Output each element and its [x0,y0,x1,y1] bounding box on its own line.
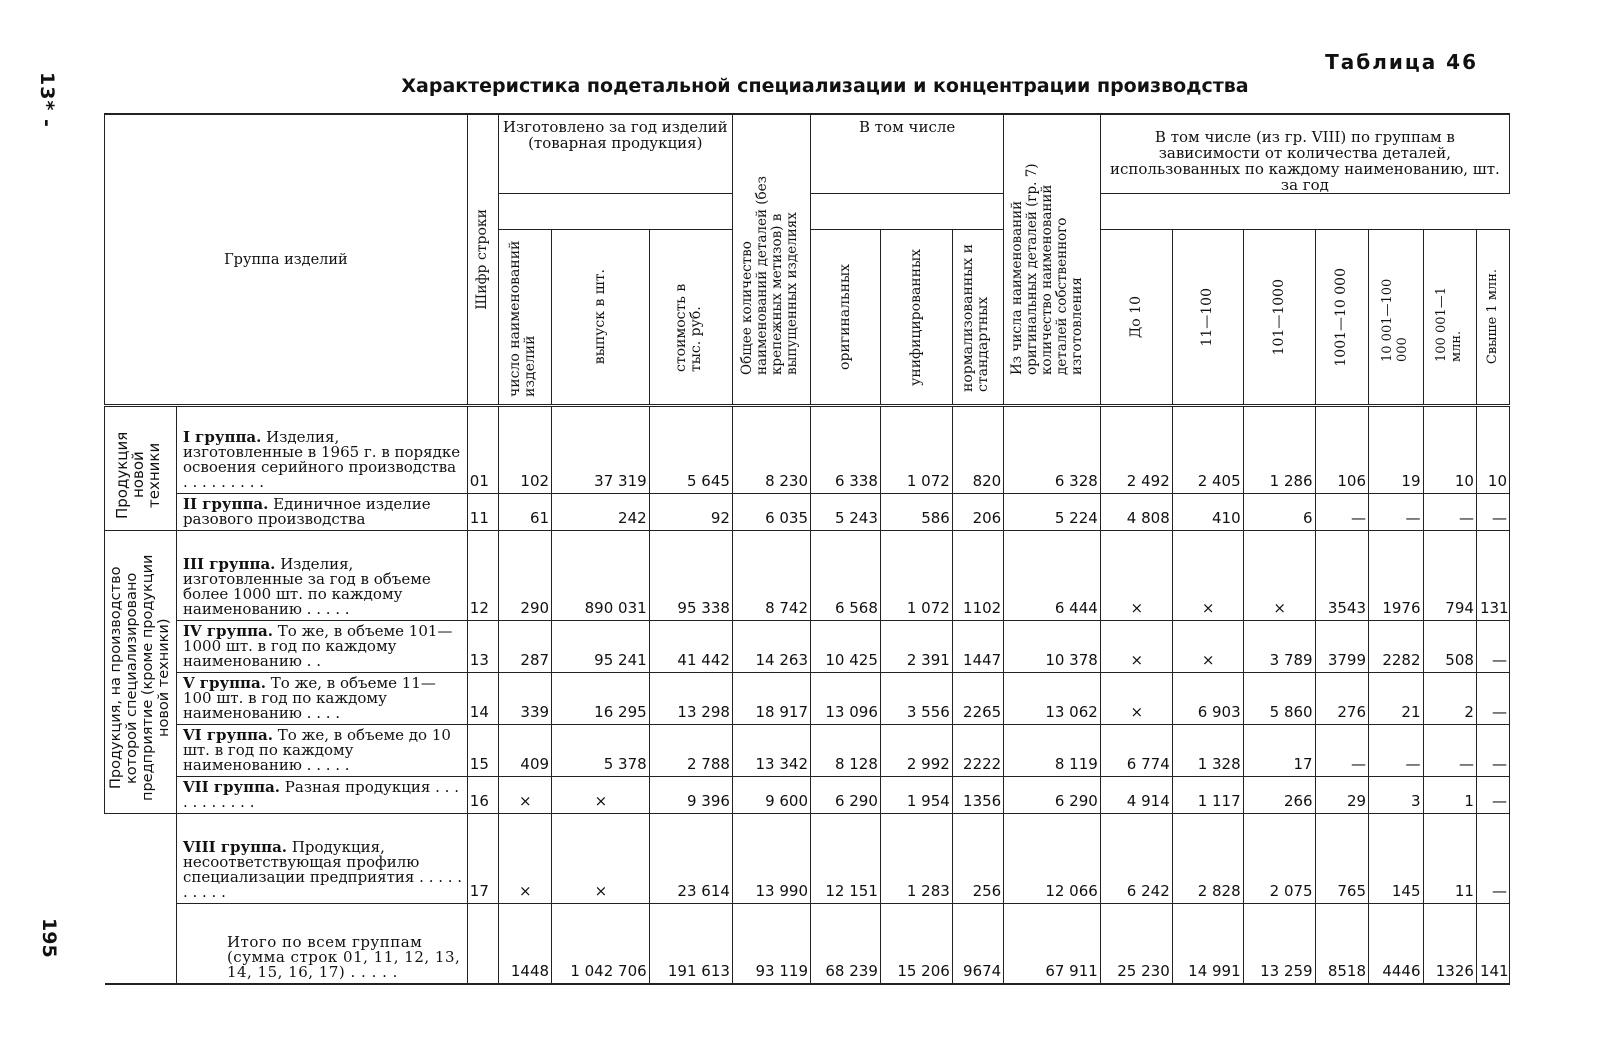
cell: 92 [649,494,732,531]
cell: 6 328 [1004,406,1101,494]
cell: 13 096 [811,673,881,725]
cell: 890 031 [552,531,650,621]
cell: × [498,814,551,904]
cell: 17 [1243,725,1315,777]
row-code: 11 [467,494,498,531]
cell: 3543 [1315,531,1368,621]
total-cell: 1 042 706 [552,904,650,984]
empty-cell [105,814,177,904]
cell: × [1100,621,1172,673]
cell: 18 917 [732,673,810,725]
cell: 6 338 [811,406,881,494]
cell: 794 [1423,531,1476,621]
header-total-parts: Общее количество наименований деталей (без крепежных метизов) в выпущенных изделиях [732,114,810,406]
cell: 8 119 [1004,725,1101,777]
cell: 276 [1315,673,1368,725]
cell: 2 828 [1172,814,1243,904]
total-cell: 1326 [1423,904,1476,984]
total-cell: 141 [1476,904,1509,984]
cell: 131 [1476,531,1509,621]
header-dist: В том числе (из гр. VIII) по группам в зависимости от количества деталей, использованных по каждому наименованию, шт. за год [1100,114,1509,194]
cell: — [1423,725,1476,777]
total-label: Итого по всем группам (сумма строк 01, 11, 12, 13, 14, 15, 16, 17) . . . . . [176,904,467,984]
cell: 5 860 [1243,673,1315,725]
cell: — [1476,777,1509,814]
cell: 586 [880,494,952,531]
row-code [467,904,498,984]
cell: — [1476,494,1509,531]
table-row [105,494,1510,531]
header-d3: 101—1000 [1243,230,1315,406]
cell: 4 914 [1100,777,1172,814]
cell: 14 263 [732,621,810,673]
cell: 13 062 [1004,673,1101,725]
cell: 6 774 [1100,725,1172,777]
row-code: 17 [467,814,498,904]
cell: 266 [1243,777,1315,814]
header-incl: В том числе [811,114,1004,194]
cell: 6 242 [1100,814,1172,904]
group-cell: II группа. Единичное изделие разового производства [176,494,467,531]
cell: 2282 [1369,621,1423,673]
cell: 3 556 [880,673,952,725]
table-title: Характеристика подетальной специализации и концентрации производства [401,75,1249,97]
total-cell: 8518 [1315,904,1368,984]
cell: 145 [1369,814,1423,904]
cell: — [1476,621,1509,673]
cell: 5 243 [811,494,881,531]
cell: × [1172,531,1243,621]
cell: 256 [952,814,1003,904]
cell: 6 290 [811,777,881,814]
cell: × [1100,531,1172,621]
total-cell: 25 230 [1100,904,1172,984]
cell: — [1476,725,1509,777]
header-norm: нормализованных и стандартных [952,230,1003,406]
cell: 2 405 [1172,406,1243,494]
total-row [105,904,1510,984]
total-cell: 13 259 [1243,904,1315,984]
cell: 1976 [1369,531,1423,621]
cell: 2 992 [880,725,952,777]
cell: 242 [552,494,650,531]
cell: 287 [498,621,551,673]
cell: 2 [1423,673,1476,725]
cell: 410 [1172,494,1243,531]
group-cell: V группа. То же, в объеме 11—100 шт. в год по каждому наименованию . . . . [176,673,467,725]
cell: 8 742 [732,531,810,621]
cell: 3 789 [1243,621,1315,673]
cell: 508 [1423,621,1476,673]
table-row [105,673,1510,725]
cell: 13 342 [732,725,810,777]
cell: 4 808 [1100,494,1172,531]
cell: 12 066 [1004,814,1101,904]
cell: 6 903 [1172,673,1243,725]
table-row [105,406,1510,494]
cell: × [552,777,650,814]
row-code: 14 [467,673,498,725]
cell: 6 290 [1004,777,1101,814]
row-code: 12 [467,531,498,621]
header-orig: оригинальных [811,230,881,406]
cell: 37 319 [552,406,650,494]
empty-cell [105,904,177,984]
cell: 1 072 [880,531,952,621]
cell: 19 [1369,406,1423,494]
cell: 8 230 [732,406,810,494]
section-specialized: Продукция, на производство которой специализировано предприятие (кроме продукции новой техники) [105,531,177,814]
table-row [105,621,1510,673]
group-cell: VII группа. Разная продукция . . . . . . . . . . . [176,777,467,814]
cell: 1 286 [1243,406,1315,494]
cell: 95 338 [649,531,732,621]
group-cell: VIII группа. Продукция, несоответствующая профилю специализации предприятия . . . . . . . . . . [176,814,467,904]
page-marker: 13* - [36,72,58,128]
cell: 8 128 [811,725,881,777]
cell: 10 [1476,406,1509,494]
total-cell: 9674 [952,904,1003,984]
cell: 1 283 [880,814,952,904]
cell: 1 117 [1172,777,1243,814]
table-row [105,725,1510,777]
cell: 16 295 [552,673,650,725]
cell: 5 224 [1004,494,1101,531]
cell: — [1315,494,1368,531]
cell: × [1243,531,1315,621]
cell: 2 075 [1243,814,1315,904]
header-d6: 100 001—1 млн. [1423,230,1476,406]
cell: 1 954 [880,777,952,814]
table-row [105,531,1510,621]
total-cell: 191 613 [649,904,732,984]
cell: 61 [498,494,551,531]
cell: 1102 [952,531,1003,621]
cell: 5 378 [552,725,650,777]
total-cell: 68 239 [811,904,881,984]
cell: 820 [952,406,1003,494]
header-made-qty: выпуск в шт. [552,230,650,406]
cell: 290 [498,531,551,621]
cell: 13 990 [732,814,810,904]
total-cell: 67 911 [1004,904,1101,984]
cell: — [1476,814,1509,904]
cell: 10 [1423,406,1476,494]
cell: — [1476,673,1509,725]
header-d1: До 10 [1100,230,1172,406]
header-code: Шифр строки [467,114,498,406]
cell: 10 378 [1004,621,1101,673]
row-code: 15 [467,725,498,777]
cell: × [498,777,551,814]
total-cell: 4446 [1369,904,1423,984]
header-d7: Свыше 1 млн. [1476,230,1509,406]
cell: 9 396 [649,777,732,814]
cell: 765 [1315,814,1368,904]
cell: 5 645 [649,406,732,494]
cell: 106 [1315,406,1368,494]
cell: 2222 [952,725,1003,777]
cell: 12 151 [811,814,881,904]
cell: — [1315,725,1368,777]
cell: 1 328 [1172,725,1243,777]
header-d2: 11—100 [1172,230,1243,406]
cell: 2 492 [1100,406,1172,494]
total-cell: 93 119 [732,904,810,984]
row-code: 16 [467,777,498,814]
cell: — [1423,494,1476,531]
cell: 3 [1369,777,1423,814]
data-table [104,113,1510,985]
cell: 6 035 [732,494,810,531]
header-d4: 1001—10 000 [1315,230,1368,406]
cell: 102 [498,406,551,494]
table-number: Таблица 46 [1325,50,1478,74]
header-group: Группа изделий [105,114,468,406]
cell: 29 [1315,777,1368,814]
cell: × [552,814,650,904]
cell: 10 425 [811,621,881,673]
cell: 2265 [952,673,1003,725]
cell: 41 442 [649,621,732,673]
group-cell: IV группа. То же, в объеме 101—1000 шт. в год по каждому наименованию . . [176,621,467,673]
row-code: 01 [467,406,498,494]
group-cell: III группа. Изделия, изготовленные за год в объеме более 1000 шт. по каждому наименованию . . . . . [176,531,467,621]
section-new-tech: Продукция новой техники [105,406,177,531]
cell: 2 788 [649,725,732,777]
header-made: Изготовлено за год изделий (товарная продукция) [498,114,732,194]
cell: × [1100,673,1172,725]
cell: 1356 [952,777,1003,814]
cell: 1 072 [880,406,952,494]
total-cell: 1448 [498,904,551,984]
cell: 6 444 [1004,531,1101,621]
cell: 23 614 [649,814,732,904]
header-made-cost: стоимость в тыс. руб. [649,230,732,406]
total-cell: 15 206 [880,904,952,984]
header-unif: унифицированных [880,230,952,406]
group-cell: I группа. Изделия, изготовленные в 1965 г. в порядке освоения серийного производства . . . . . . . . . [176,406,467,494]
cell: 13 298 [649,673,732,725]
cell: 9 600 [732,777,810,814]
cell: × [1172,621,1243,673]
group-cell: VI группа. То же, в объеме до 10 шт. в год по каждому наименованию . . . . . [176,725,467,777]
cell: 21 [1369,673,1423,725]
header-made-count: число наименований изделий [498,230,551,406]
cell: 1447 [952,621,1003,673]
total-cell: 14 991 [1172,904,1243,984]
cell: — [1369,494,1423,531]
cell: 6 568 [811,531,881,621]
cell: 409 [498,725,551,777]
cell: 6 [1243,494,1315,531]
cell: 206 [952,494,1003,531]
cell: — [1369,725,1423,777]
cell: 1 [1423,777,1476,814]
cell: 95 241 [552,621,650,673]
cell: 339 [498,673,551,725]
row-code: 13 [467,621,498,673]
table-row [105,814,1510,904]
table-row [105,777,1510,814]
header-own: Из числа наименований оригинальных деталей (гр. 7) количество наименований деталей собственного изготовления [1004,114,1101,406]
cell: 2 391 [880,621,952,673]
cell: 3799 [1315,621,1368,673]
cell: 11 [1423,814,1476,904]
page-number: 195 [38,918,60,958]
header-d5: 10 001—100 000 [1369,230,1423,406]
